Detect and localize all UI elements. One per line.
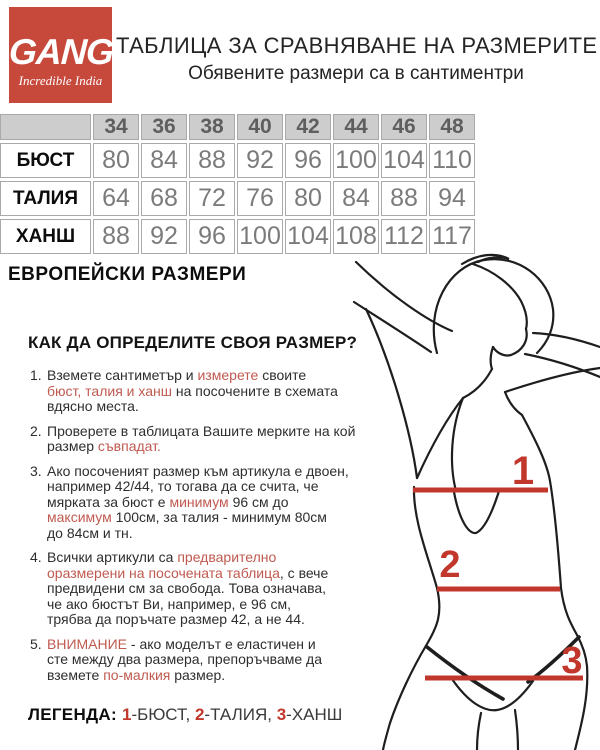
plain-text: Всички артикули са <box>47 549 178 565</box>
size-value-cell: 80 <box>285 181 331 216</box>
size-table-row <box>0 143 475 178</box>
size-value-cell: 92 <box>237 143 283 178</box>
instruction-item <box>30 550 355 628</box>
size-value-cell: 88 <box>93 219 139 254</box>
instruction-text <box>47 550 328 628</box>
instruction-line <box>47 399 338 415</box>
figure-right-armpit <box>505 392 522 415</box>
instruction-line <box>47 597 328 613</box>
highlighted-text: съвпадат. <box>97 438 161 454</box>
plain-text: Ако посоченият размер към артикула е двоен, <box>47 462 349 479</box>
how-to-heading: КАК ДА ОПРЕДЕЛИТЕ СВОЯ РАЗМЕР? <box>28 333 358 352</box>
instruction-line <box>47 495 349 511</box>
highlighted-text: оразмерени на посочената таблица <box>47 564 280 581</box>
instruction-number: 3. <box>30 462 42 479</box>
plain-text: предвидени см за свобода. Това означава, <box>47 580 327 596</box>
plain-text: вземете <box>47 666 104 683</box>
size-value-cell: 80 <box>93 143 139 178</box>
size-column-header: 46 <box>381 114 427 140</box>
size-value-cell: 104 <box>381 143 427 178</box>
instruction-item <box>30 368 355 415</box>
figure-face <box>493 329 527 355</box>
size-table-corner-cell <box>0 114 91 140</box>
measure-row-label: ТАЛИЯ <box>0 181 91 216</box>
legend-measure-name: -ХАНШ <box>286 705 343 724</box>
plain-text: Проверете в таблицата Вашите мерките на кой <box>47 422 356 439</box>
highlighted-text: по-малкия <box>103 666 171 683</box>
instruction-line <box>47 368 338 384</box>
instruction-line <box>47 424 355 440</box>
size-value-cell: 100 <box>333 143 379 178</box>
instruction-item <box>30 637 355 684</box>
instruction-line <box>47 384 338 400</box>
size-table-header <box>0 114 475 140</box>
highlighted-text: минимум <box>169 493 229 510</box>
size-table <box>0 111 477 257</box>
legend-label: ЛЕГЕНДА: <box>28 705 122 724</box>
legend-number: 3 <box>276 705 287 724</box>
figure-left-torso <box>383 487 439 750</box>
page-title: ТАБЛИЦА ЗА СРАВНЯВАНЕ НА РАЗМЕРИТЕ <box>116 33 598 58</box>
instruction-line <box>47 566 328 582</box>
instruction-line <box>47 637 322 653</box>
size-value-cell: 96 <box>285 143 331 178</box>
waist-marker-number: 2 <box>439 544 461 586</box>
size-value-cell: 88 <box>189 143 235 178</box>
brand-name: GANG <box>7 31 115 72</box>
european-sizes-heading: ЕВРОПЕЙСКИ РАЗМЕРИ <box>8 264 247 285</box>
header <box>116 33 596 85</box>
plain-text: трябва да поръчате размер 42, а не 44. <box>47 611 305 627</box>
plain-text: размер. <box>170 666 226 683</box>
bust-marker-number: 1 <box>511 449 535 493</box>
instruction-line <box>47 581 328 597</box>
brand-tagline: Incredible India <box>18 73 103 88</box>
size-column-header: 48 <box>429 114 475 140</box>
size-table-row <box>0 219 475 254</box>
figure-left-upper-arm <box>366 309 417 478</box>
size-table-row <box>0 181 475 216</box>
instruction-text <box>47 637 322 684</box>
instruction-line <box>47 439 355 455</box>
brand-logo <box>7 7 115 103</box>
plain-text: мярката за бюст е <box>47 493 170 510</box>
size-column-header: 34 <box>93 114 139 140</box>
plain-text: до 84см и тн. <box>47 524 133 541</box>
size-value-cell: 104 <box>285 219 331 254</box>
size-value-cell: 64 <box>93 181 139 216</box>
instruction-item <box>30 464 355 542</box>
size-value-cell: 100 <box>237 219 283 254</box>
size-column-header: 42 <box>285 114 331 140</box>
instruction-line <box>47 479 349 495</box>
size-value-cell: 110 <box>429 143 475 178</box>
size-column-header: 38 <box>189 114 235 140</box>
measurement-figure-illustration <box>350 250 600 750</box>
measure-row-label: ХАНШ <box>0 219 91 254</box>
size-value-cell: 84 <box>333 181 379 216</box>
instruction-text <box>47 424 355 455</box>
size-value-cell: 76 <box>237 181 283 216</box>
figure-hair-fringe <box>473 264 527 329</box>
plain-text: например 42/44, то тогава да се счита, че <box>47 478 319 494</box>
size-value-cell: 68 <box>141 181 187 216</box>
plain-text: своите <box>258 367 307 383</box>
figure-cleavage <box>454 491 499 533</box>
instruction-number: 4. <box>30 549 42 565</box>
plain-text: 96 см до <box>228 493 289 510</box>
instruction-number: 1. <box>30 367 42 383</box>
figure-inner-left-leg <box>477 713 481 750</box>
figure-left-shoulder-line <box>417 398 463 478</box>
instruction-line <box>47 464 349 480</box>
plain-text: вдясно места. <box>47 398 139 414</box>
instructions-list <box>30 368 355 692</box>
plain-text: размер <box>47 438 98 454</box>
size-value-cell: 84 <box>141 143 187 178</box>
plain-text: 100см, за талия - минимум 80см <box>111 509 327 525</box>
instruction-line <box>47 510 349 526</box>
size-column-header: 36 <box>141 114 187 140</box>
plain-text: Вземете сантиметър и <box>47 367 198 383</box>
highlighted-text: предварително <box>177 549 277 565</box>
instruction-number: 5. <box>30 635 42 652</box>
hips-marker-number: 3 <box>561 640 583 682</box>
legend-number: 2 <box>194 705 205 724</box>
plain-text: на посочените в схемата <box>171 382 338 399</box>
highlighted-text: бюст, талия и ханш <box>47 382 172 399</box>
highlighted-text: измерете <box>197 367 259 383</box>
figure-right-forearm-bottom <box>525 354 600 377</box>
size-value-cell: 117 <box>429 219 475 254</box>
plain-text: сте между два размера, препоръчваме да <box>47 651 323 667</box>
instruction-line <box>47 550 328 566</box>
size-column-header: 40 <box>237 114 283 140</box>
instruction-text <box>47 464 349 542</box>
size-value-cell: 72 <box>189 181 235 216</box>
instruction-line <box>47 526 349 542</box>
figure-neck <box>491 347 493 369</box>
highlighted-text: ВНИМАНИЕ <box>47 635 128 652</box>
highlighted-text: максимум <box>47 509 112 525</box>
instruction-line <box>47 668 322 684</box>
instruction-number: 2. <box>30 422 42 439</box>
legend <box>28 705 342 725</box>
size-value-cell: 94 <box>429 181 475 216</box>
figure-neck-chest <box>463 369 492 398</box>
instruction-line <box>47 652 322 668</box>
size-column-header: 44 <box>333 114 379 140</box>
measure-row-label: БЮСТ <box>0 143 91 178</box>
instruction-text <box>47 368 338 415</box>
figure-inner-right-leg <box>515 710 518 750</box>
size-value-cell: 96 <box>189 219 235 254</box>
plain-text: - ако моделът е еластичен и <box>127 635 316 652</box>
size-value-cell: 112 <box>381 219 427 254</box>
size-value-cell: 92 <box>141 219 187 254</box>
legend-number: 1 <box>122 705 132 724</box>
plain-text: че ако бюстът Ви, например, е 96 см, <box>47 595 291 612</box>
plain-text: , с вече <box>279 564 329 581</box>
page-subtitle: Обявените размери са в сантиментри <box>188 63 524 84</box>
legend-measure-name: -БЮСТ, <box>131 705 195 724</box>
figure-bikini-left-strap <box>427 647 503 699</box>
legend-measure-name: -ТАЛИЯ, <box>204 705 277 724</box>
size-value-cell: 88 <box>381 181 427 216</box>
size-value-cell: 108 <box>333 219 379 254</box>
instruction-item <box>30 424 355 455</box>
instruction-line <box>47 612 328 628</box>
